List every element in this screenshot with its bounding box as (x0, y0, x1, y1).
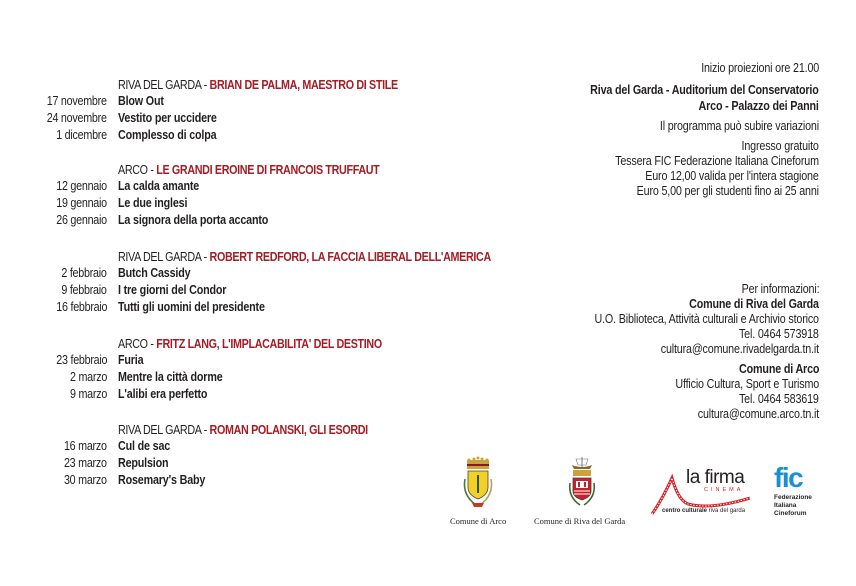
riva-office: U.O. Biblioteca, Attività culturali e Archivio storico (594, 312, 819, 326)
film-date: 23 febbraio (56, 353, 107, 367)
film-title: Repulsion (118, 456, 169, 470)
arco-crest-icon (458, 455, 498, 515)
contacts-label: Per informazioni: (741, 282, 819, 296)
film-row (0, 266, 560, 283)
entry-line: Euro 12,00 valida per l'intera stagione (645, 169, 819, 183)
film-title: Le due inglesi (118, 196, 188, 210)
film-row (0, 196, 560, 213)
riva-caption: Comune di Riva del Garda (534, 516, 626, 526)
arco-tel: Tel. 0464 583619 (739, 392, 819, 406)
section-place: ARCO - (118, 337, 157, 351)
film-date: 2 febbraio (61, 266, 107, 280)
section-place: ARCO - (118, 163, 157, 177)
film-date: 1 dicembre (56, 128, 107, 142)
film-row (0, 300, 560, 317)
film-row (0, 111, 560, 128)
fic-line3: Cineforum (774, 510, 807, 517)
entry-line: Ingresso gratuito (741, 139, 819, 153)
film-title: Complesso di colpa (118, 128, 217, 142)
film-title: Mentre la città dorme (118, 370, 223, 384)
film-date: 16 marzo (64, 439, 107, 453)
film-date: 2 marzo (69, 370, 107, 384)
film-title: La signora della porta accanto (118, 213, 269, 227)
variations-note: Il programma può subire variazioni (659, 119, 819, 133)
film-row (0, 128, 560, 145)
film-date: 24 novembre (47, 111, 107, 125)
film-row (0, 179, 560, 196)
film-row (0, 213, 560, 230)
section-heading (118, 163, 379, 177)
entry-line: Tessera FIC Federazione Italiana Cineforum (615, 154, 819, 168)
fic-line2: Italiana (774, 502, 797, 509)
lafirma-tagline (662, 508, 745, 514)
venue-arco: Arco - Palazzo dei Panni (698, 99, 819, 113)
film-row (0, 387, 560, 404)
film-title: Cul de sac (118, 439, 171, 453)
film-row (0, 370, 560, 387)
section-title: ROBERT REDFORD, LA FACCIA LIBERAL DELL'AMERICA (209, 250, 491, 264)
section-title: LE GRANDI EROINE DI FRANCOIS TRUFFAUT (156, 163, 380, 177)
venue-riva: Riva del Garda - Auditorium del Conservatorio (590, 83, 819, 97)
film-title: Butch Cassidy (118, 266, 191, 280)
riva-name: Comune di Riva del Garda (689, 297, 819, 311)
lafirma-sub: CINEMA (704, 487, 744, 493)
section-title: ROMAN POLANSKI, GLI ESORDI (209, 423, 368, 437)
section-heading (118, 78, 398, 92)
film-title: La calda amante (118, 179, 200, 193)
film-date: 26 gennaio (56, 213, 107, 227)
film-date: 23 marzo (64, 456, 107, 470)
fic-logo (774, 462, 824, 522)
section-place: RIVA DEL GARDA - (118, 78, 210, 92)
section-heading (118, 337, 382, 351)
lafirma-tag-bold: centro culturale (662, 508, 708, 514)
lafirma-main: la firma (686, 467, 745, 488)
film-date: 9 marzo (69, 387, 107, 401)
film-title: Blow Out (118, 94, 164, 108)
lafirma-tag: riva del garda (707, 508, 746, 514)
section-title: FRITZ LANG, L'IMPLACABILITA' DEL DESTINO (156, 337, 382, 351)
arco-office: Ufficio Cultura, Sport e Turismo (675, 377, 819, 391)
lafirma-logo (650, 467, 750, 518)
film-title: L'alibi era perfetto (118, 387, 208, 401)
film-date: 9 febbraio (61, 283, 107, 297)
film-row (0, 283, 560, 300)
section-place: RIVA DEL GARDA - (118, 250, 210, 264)
film-row (0, 439, 560, 456)
riva-tel: Tel. 0464 573918 (739, 327, 819, 341)
film-title: Rosemary's Baby (118, 473, 206, 487)
arco-name: Comune di Arco (738, 362, 819, 376)
film-date: 17 novembre (47, 94, 107, 108)
riva-email[interactable]: cultura@comune.rivadelgarda.tn.it (660, 342, 819, 356)
arco-email[interactable]: cultura@comune.arco.tn.it (697, 407, 819, 421)
film-row (0, 353, 560, 370)
arco-caption: Comune di Arco (450, 516, 507, 526)
section-heading (118, 250, 491, 264)
fic-line1: Federazione (774, 494, 812, 501)
film-title: Vestito per uccidere (118, 111, 217, 125)
film-date: 12 gennaio (56, 179, 107, 193)
entry-line: Euro 5,00 per gli studenti fino ai 25 anni (636, 184, 819, 198)
film-date: 19 gennaio (56, 196, 107, 210)
film-title: Tutti gli uomini del presidente (118, 300, 265, 314)
section-place: RIVA DEL GARDA - (118, 423, 210, 437)
film-title: Furia (118, 353, 144, 367)
start-time: Inizio proiezioni ore 21.00 (701, 61, 819, 75)
fic-mark: fic (774, 462, 803, 493)
film-date: 30 marzo (64, 473, 107, 487)
film-row (0, 94, 560, 111)
film-title: I tre giorni del Condor (118, 283, 227, 297)
section-title: BRIAN DE PALMA, MAESTRO DI STILE (209, 78, 398, 92)
section-heading (118, 423, 368, 437)
film-date: 16 febbraio (56, 300, 107, 314)
riva-crest-icon (562, 455, 602, 515)
